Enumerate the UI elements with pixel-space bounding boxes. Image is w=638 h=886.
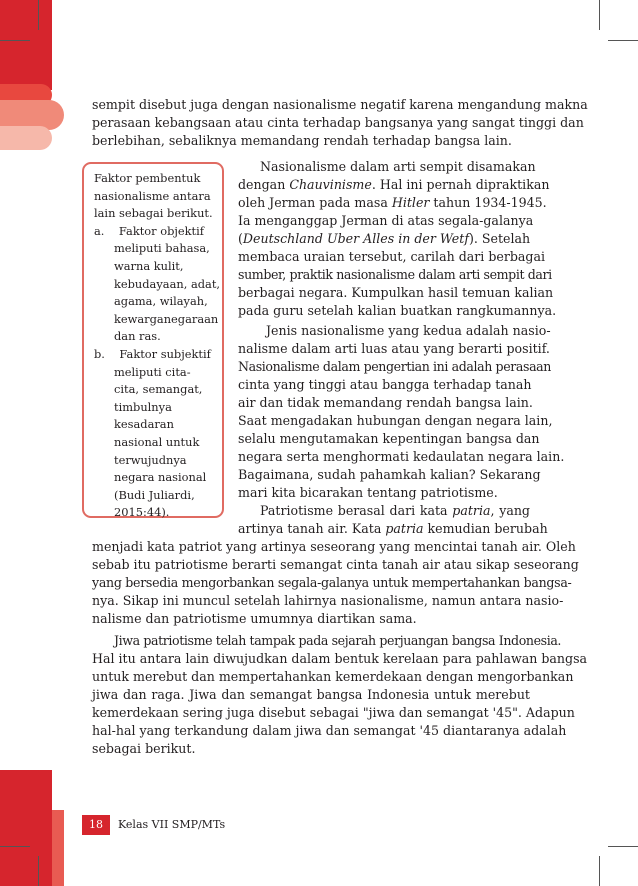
paragraph-4-continued (92, 538, 579, 628)
note-line: dan ras. (114, 329, 161, 344)
decorative-tab (0, 126, 52, 150)
text-line: selalu mengutamakan kepentingan bangsa dan (238, 431, 540, 446)
note-line: a. Faktor objektif (94, 223, 204, 238)
crop-mark (608, 846, 638, 847)
text-line: perasaan kebangsaan atau cinta terhadap bangsanya yang sangat tinggi dan (92, 115, 584, 130)
text-line: berbagai negara. Kumpulkan hasil temuan kalian (238, 285, 554, 300)
crop-mark (608, 40, 638, 41)
text-line: Bagaimana, sudah pahamkah kalian? Sekarang (238, 467, 541, 482)
crop-mark (38, 856, 39, 886)
text-line: nalisme dalam arti luas atau yang berarti positif. (238, 341, 550, 356)
note-line: b. Faktor subjektif (94, 346, 211, 361)
note-line: meliputi cita- (114, 364, 191, 379)
crop-mark (38, 0, 39, 30)
text-line: mari kita bicarakan tentang patriotisme. (238, 485, 498, 500)
book-title: Kelas VII SMP/MTs (118, 818, 226, 831)
paragraph-3 (238, 322, 565, 502)
note-line: lain sebagai berikut. (94, 206, 213, 221)
text-line: nya. Sikap ini muncul setelah lahirnya nasionalisme, namun antara nasio- (92, 593, 564, 608)
crop-mark (0, 846, 30, 847)
text-line: sempit disebut juga dengan nasionalisme negatif karena mengandung makna (92, 97, 588, 112)
crop-mark (599, 856, 600, 886)
text-line: Patriotisme berasal dari kata patria, yang (260, 503, 530, 518)
text-line: negara serta menghormati kedaulatan negara lain. (238, 449, 565, 464)
paragraph-2 (238, 158, 557, 320)
text-line: oleh Jerman pada masa Hitler tahun 1934-1945. (238, 195, 547, 210)
text-line: dengan Chauvinisme. Hal ini pernah dipraktikan (238, 177, 550, 192)
text-line: hal-hal yang terkandung dalam jiwa dan semangat '45 diantaranya adalah (92, 723, 567, 738)
decorative-red-bar-top (0, 0, 52, 90)
text-line: pada guru setelah kalian buatkan rangkumannya. (238, 303, 557, 318)
crop-mark (0, 40, 30, 41)
text-line: Ia menganggap Jerman di atas segala-galanya (238, 213, 534, 228)
text-line: artinya tanah air. Kata patria kemudian berubah (238, 521, 548, 536)
note-line: 2015:44). (114, 505, 170, 520)
note-line: agama, wilayah, (114, 294, 208, 309)
text-line: Hal itu antara lain diwujudkan dalam bentuk kerelaan para pahlawan bangsa (92, 651, 588, 666)
text-line: (Deutschland Uber Alles in der Wetf). Setelah (238, 231, 531, 246)
text-line: berlebihan, sebaliknya memandang rendah terhadap bangsa lain. (92, 133, 512, 148)
note-line: kesadaran (114, 417, 174, 432)
text-line: sebagai berikut. (92, 741, 196, 756)
text-line: cinta yang tinggi atau bangga terhadap tanah (238, 377, 532, 392)
note-line: kewarganegaraan (114, 311, 219, 326)
text-line: yang bersedia mengorbankan segala-galanya untuk mempertahankan bangsa- (92, 575, 572, 590)
text-line: untuk merebut dan mempertahankan kemerdekaan dengan mengorbankan (92, 669, 574, 684)
note-line: meliputi bahasa, (114, 241, 210, 256)
decorative-red-bar-bottom (0, 770, 52, 886)
decorative-red-strip (52, 810, 64, 886)
text-line: Nasionalisme dalam pengertian ini adalah perasaan (238, 359, 551, 374)
text-line: kemerdekaan sering juga disebut sebagai "jiwa dan semangat '45". Adapun (92, 705, 575, 720)
crop-mark (599, 0, 600, 30)
note-line: (Budi Juliardi, (114, 487, 195, 502)
text-line: nalisme dan patriotisme umumnya diartikan sama. (92, 611, 417, 626)
note-line: nasional untuk (114, 434, 200, 449)
text-line: sebab itu patriotisme berarti semangat cinta tanah air atau sikap seseorang (92, 557, 579, 572)
note-line: nasionalisme antara (94, 188, 211, 203)
note-line: timbulnya (114, 399, 172, 414)
text-line: Jiwa patriotisme telah tampak pada sejarah perjuangan bangsa Indonesia. (114, 633, 562, 648)
page-number: 18 (82, 815, 110, 835)
text-line: sumber, praktik nasionalisme dalam arti sempit dari (238, 267, 552, 282)
paragraph-5 (92, 632, 588, 758)
note-line: kebudayaan, adat, (114, 276, 221, 291)
text-line: membaca uraian tersebut, carilah dari berbagai (238, 249, 546, 264)
text-line: Jenis nasionalisme yang kedua adalah nasio- (266, 323, 551, 338)
text-line: jiwa dan raga. Jiwa dan semangat bangsa Indonesia untuk merebut (92, 687, 530, 702)
note-line: negara nasional (114, 470, 207, 485)
note-line: Faktor pembentuk (94, 171, 201, 185)
note-line: cita, semangat, (114, 382, 203, 397)
note-line: terwujudnya (114, 452, 187, 467)
text-line: Saat mengadakan hubungan dengan negara lain, (238, 413, 553, 428)
paragraph-1 (92, 96, 588, 150)
paragraph-4-start (238, 502, 548, 538)
text-line: Nasionalisme dalam arti sempit disamakan (260, 159, 536, 174)
text-line: air dan tidak memandang rendah bangsa lain. (238, 395, 533, 410)
text-line: menjadi kata patriot yang artinya seseorang yang mencintai tanah air. Oleh (92, 539, 576, 554)
sidebar-note-text (94, 170, 222, 522)
sidebar-note-box (82, 162, 224, 518)
note-line: warna kulit, (114, 258, 184, 273)
